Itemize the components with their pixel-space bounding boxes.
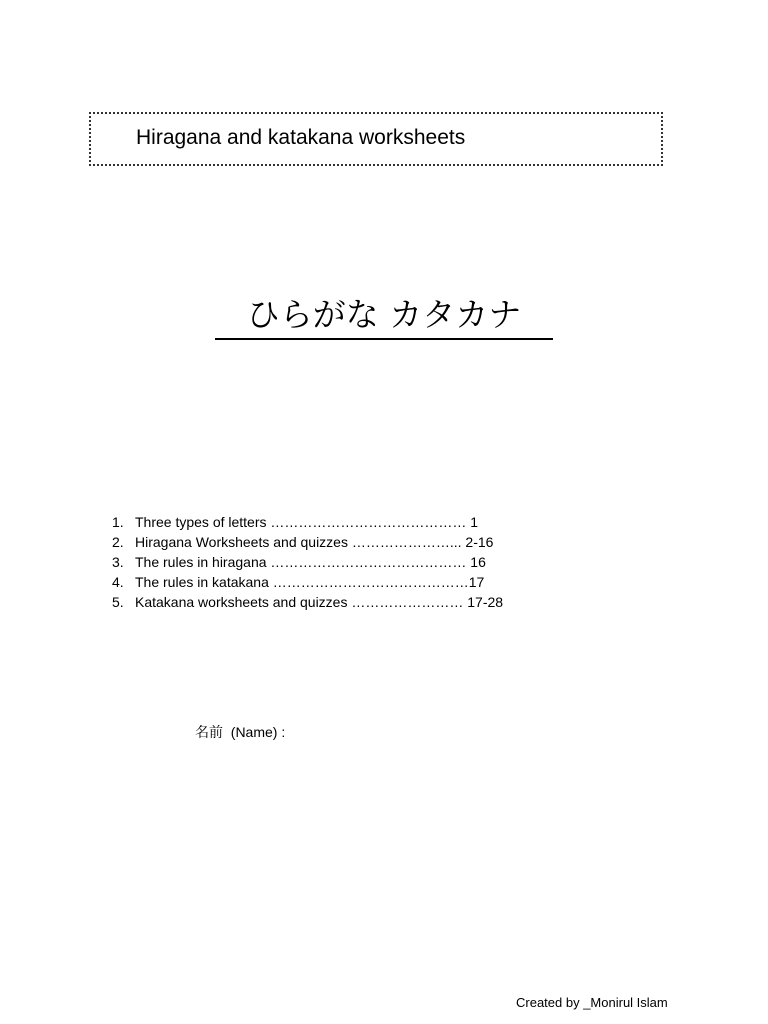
toc-number: 1.	[112, 514, 124, 530]
toc-number: 2.	[112, 534, 124, 550]
toc-number: 5.	[112, 594, 124, 610]
toc-text: Katakana worksheets and quizzes …………………… 17-28	[135, 594, 504, 610]
toc-number: 4.	[112, 574, 124, 590]
toc-item	[112, 512, 503, 532]
toc-text: The rules in katakana ……………………………………17	[135, 574, 485, 590]
toc-text: The rules in hiragana …………………………………… 16	[135, 554, 486, 570]
toc-item	[112, 572, 503, 592]
header-title: Hiragana and katakana worksheets	[136, 126, 466, 149]
name-english-label: (Name) :	[230, 724, 286, 740]
toc-number: 3.	[112, 554, 124, 570]
toc-text: Hiragana Worksheets and quizzes …………………... 2-16	[135, 534, 494, 550]
name-field-label	[195, 722, 285, 743]
toc-text: Three types of letters …………………………………… 1	[135, 514, 479, 530]
toc-item	[112, 592, 503, 612]
name-kanji: 名前	[195, 725, 223, 741]
toc-item	[112, 532, 503, 552]
table-of-contents	[112, 512, 503, 612]
toc-item	[112, 552, 503, 572]
header-box	[89, 112, 663, 166]
credit-line: Created by _Monirul Islam	[516, 995, 668, 1010]
main-title: ひらがな カタカナ	[215, 292, 553, 340]
